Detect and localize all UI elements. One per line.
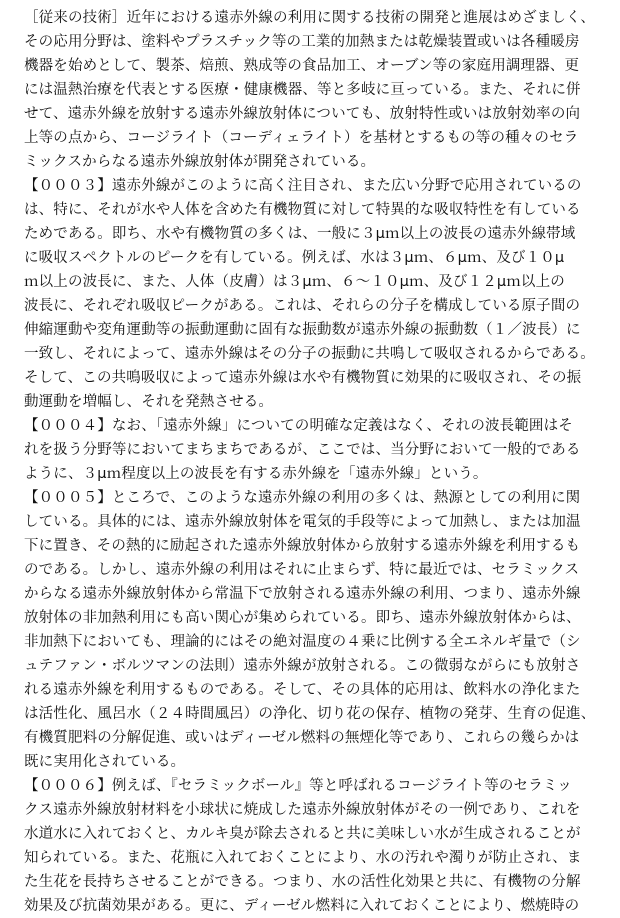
paragraph-0004: 【０００４】なお、「遠赤外線」についての明確な定義はなく、それの波長範囲はそ れを扱う分野等においてまちまちであるが、ここでは、当分野において一般的である ように、３μｍ程度以上の波長を有する赤外線を「遠赤外線」という。 bbox=[24, 418, 581, 482]
document-body bbox=[24, 6, 596, 918]
paragraph-0006: 【０００６】例えば、『セラミックボール』等と呼ばれるコージライト等のセラミッ クス遠赤外線放射材料を小球状に焼成した遠赤外線放射体がその一例であり、これを 水道水に入れておくと、カルキ臭が除去されると共に美味しい水が生成されることが 知られている。また、花瓶に入れておくことにより、水の汚れや濁りが防止され、ま た生花を長持ちさせることができる。つまり、水の活性化効果と共に、有機物の分解 効果及び抗菌効果がある。更に、ディーゼル燃料に入れておくことにより、燃焼時の bbox=[24, 778, 582, 914]
paragraph-0005: 【０００５】ところで、このような遠赤外線の利用の多くは、熱源としての利用に関 している。具体的には、遠赤外線放射体を電気的手段等によって加熱し、または加温 下に置き、その熱的に励起された遠赤外線放射体から放射する遠赤外線を利用するも のである。しかし、遠赤外線の利用はそれに止まらず、特に最近では、セラミックス からなる遠赤外線放射体から常温下で放射される遠赤外線の利用、つまり、遠赤外線 放射体の非加熱利用にも高い関心が集められている。即ち、遠赤外線放射体からは、 非加熱下においても、理論的にはその絶対温度の４乗に比例する全エネルギ量で（シ ュテファン・ボルツマンの法則）遠赤外線が放射される。この微弱ながらにも放射さ れる遠赤外線を利用するものである。そして、その具体的応用は、飲料水の浄化また は活性化、風呂水（２４時間風呂）の浄化、切り花の保存、植物の発芽、生育の促進、 有機質肥料の分解促進、或いはディーゼル燃料の無煙化等であり、これらの幾らかは 既に実用化されている。 bbox=[24, 490, 596, 770]
paragraph-prior-art: ［従来の技術］近年における遠赤外線の利用に関する技術の開発と進展はめざましく、 その応用分野は、塗料やプラスチック等の工業的加熱または乾燥装置或いは各種暖房 機器を始めとして、製茶、焙煎、熟成等の食品加工、オーブン等の家庭用調理器、更 には温熱治療を代表とする医療・健康機器、等と多岐に亘っている。また、それに併 せて、遠赤外線を放射する遠赤外線放射体についても、放射特性或いは放射効率の向 上等の点から、コージライト（コーディェライト）を基材とするもの等の種々のセラ ミックスからなる遠赤外線放射体が開発されている。 bbox=[24, 10, 596, 170]
paragraph-0003: 【０００３】遠赤外線がこのように高く注目され、また広い分野で応用されているの は、特に、それが水や人体を含めた有機物質に対して特異的な吸収特性を有している ためである。即ち、水や有機物質の多くは、一般に３μｍ以上の波長の遠赤外線帯域 に吸収スペクトルのピークを有している。例えば、水は３μｍ、６μｍ、及び１０μ ｍ以上の波長に、また、人体（皮膚）は３μｍ、６～１０μｍ、及び１２μｍ以上の 波長に、それぞれ吸収ピークがある。これは、それらの分子を構成している原子間の 伸縮運動や変角運動等の振動運動に固有な振動数が遠赤外線の振動数（１／波長）に 一致し、それによって、遠赤外線はその分子の振動に共鳴して吸収されるからである。 そして、この共鳴吸収によって遠赤外線は水や有機物質に効果的に吸収され、その振 動運動を増幅し、それを発熱させる。 bbox=[24, 178, 595, 410]
